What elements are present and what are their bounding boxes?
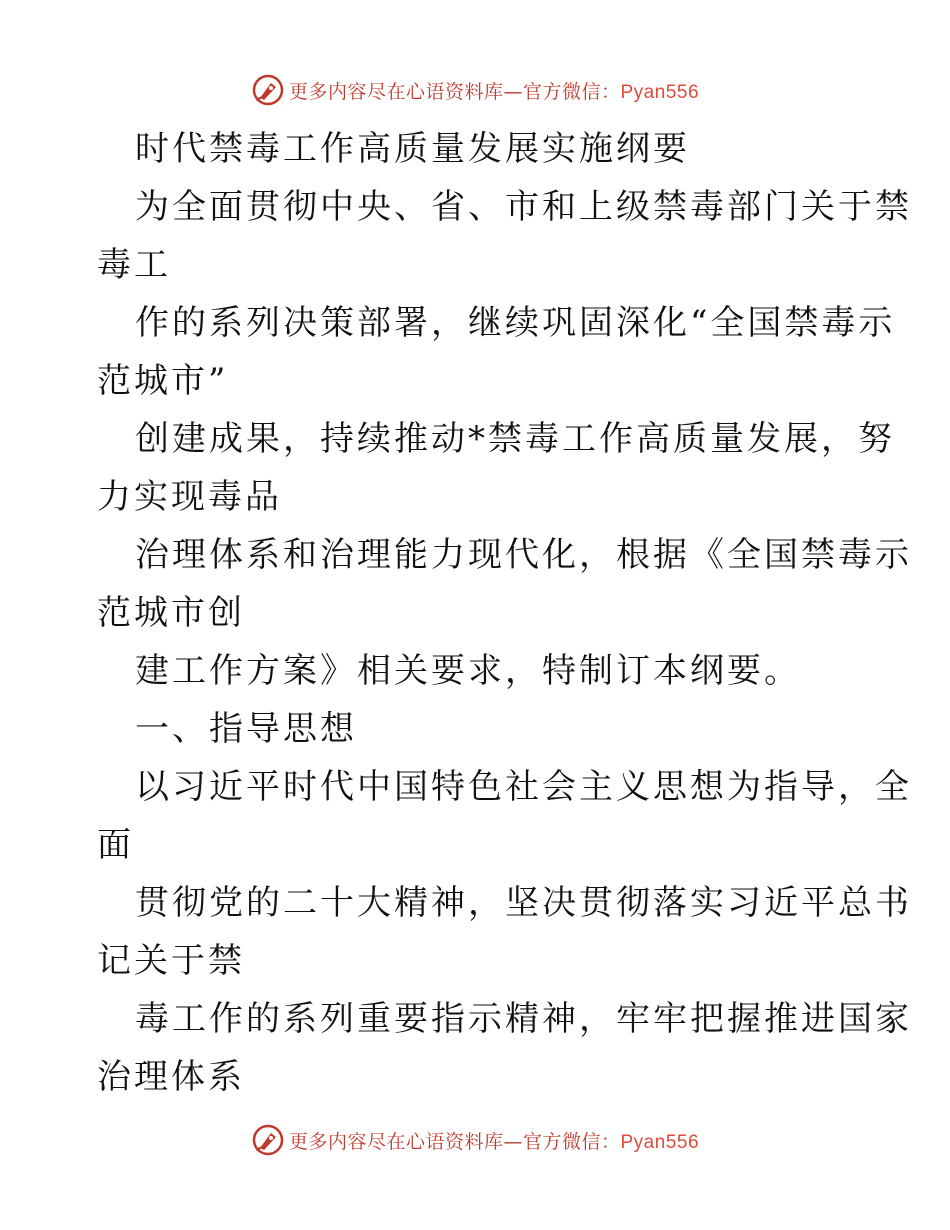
- document-line: 创建成果，持续推动*禁毒工作高质量发展，努: [135, 419, 895, 459]
- document-line: 为全面贯彻中央、省、市和上级禁毒部门关于禁: [135, 187, 912, 227]
- document-line: 毒工: [97, 245, 171, 285]
- document-line: 时代禁毒工作高质量发展实施纲要: [135, 129, 690, 169]
- watermark-text: [289, 77, 699, 104]
- pen-nib-logo-icon: [251, 73, 285, 107]
- document-line: 治理体系: [97, 1057, 245, 1097]
- watermark-wechat-id: Pyan556: [620, 1131, 700, 1153]
- document-line: 治理体系和治理能力现代化，根据《全国禁毒示: [135, 535, 912, 575]
- document-line: 贯彻党的二十大精神，坚决贯彻落实习近平总书: [135, 883, 912, 923]
- watermark-wechat-label: 官方微信：: [522, 80, 621, 103]
- watermark-site-text: 更多内容尽在心语资料库: [288, 80, 504, 103]
- document-line: 以习近平时代中国特色社会主义思想为指导，全: [135, 767, 912, 807]
- watermark-separator: —: [503, 1130, 523, 1153]
- watermark-site-text: 更多内容尽在心语资料库: [288, 1130, 504, 1153]
- pen-nib-logo-icon: [251, 1123, 285, 1157]
- document-line: 范城市”: [97, 361, 229, 401]
- document-line: 面: [97, 825, 134, 865]
- document-line: 建工作方案》相关要求，特制订本纲要。: [135, 651, 801, 691]
- document-body: [97, 120, 912, 1106]
- footer-watermark-banner: [0, 1120, 950, 1160]
- header-watermark-banner: [0, 70, 950, 110]
- watermark-wechat-label: 官方微信：: [522, 1130, 621, 1153]
- document-line: 作的系列决策部署，继续巩固深化“全国禁毒示: [135, 303, 896, 343]
- document-line: 毒工作的系列重要指示精神，牢牢把握推进国家: [135, 999, 912, 1039]
- document-line: 范城市创: [97, 593, 245, 633]
- document-line: 力实现毒品: [97, 477, 282, 517]
- section-heading: 一、指导思想: [135, 709, 357, 749]
- document-line: 记关于禁: [97, 941, 245, 981]
- watermark-separator: —: [503, 80, 523, 103]
- watermark-wechat-id: Pyan556: [620, 81, 700, 103]
- watermark-text: [289, 1127, 699, 1154]
